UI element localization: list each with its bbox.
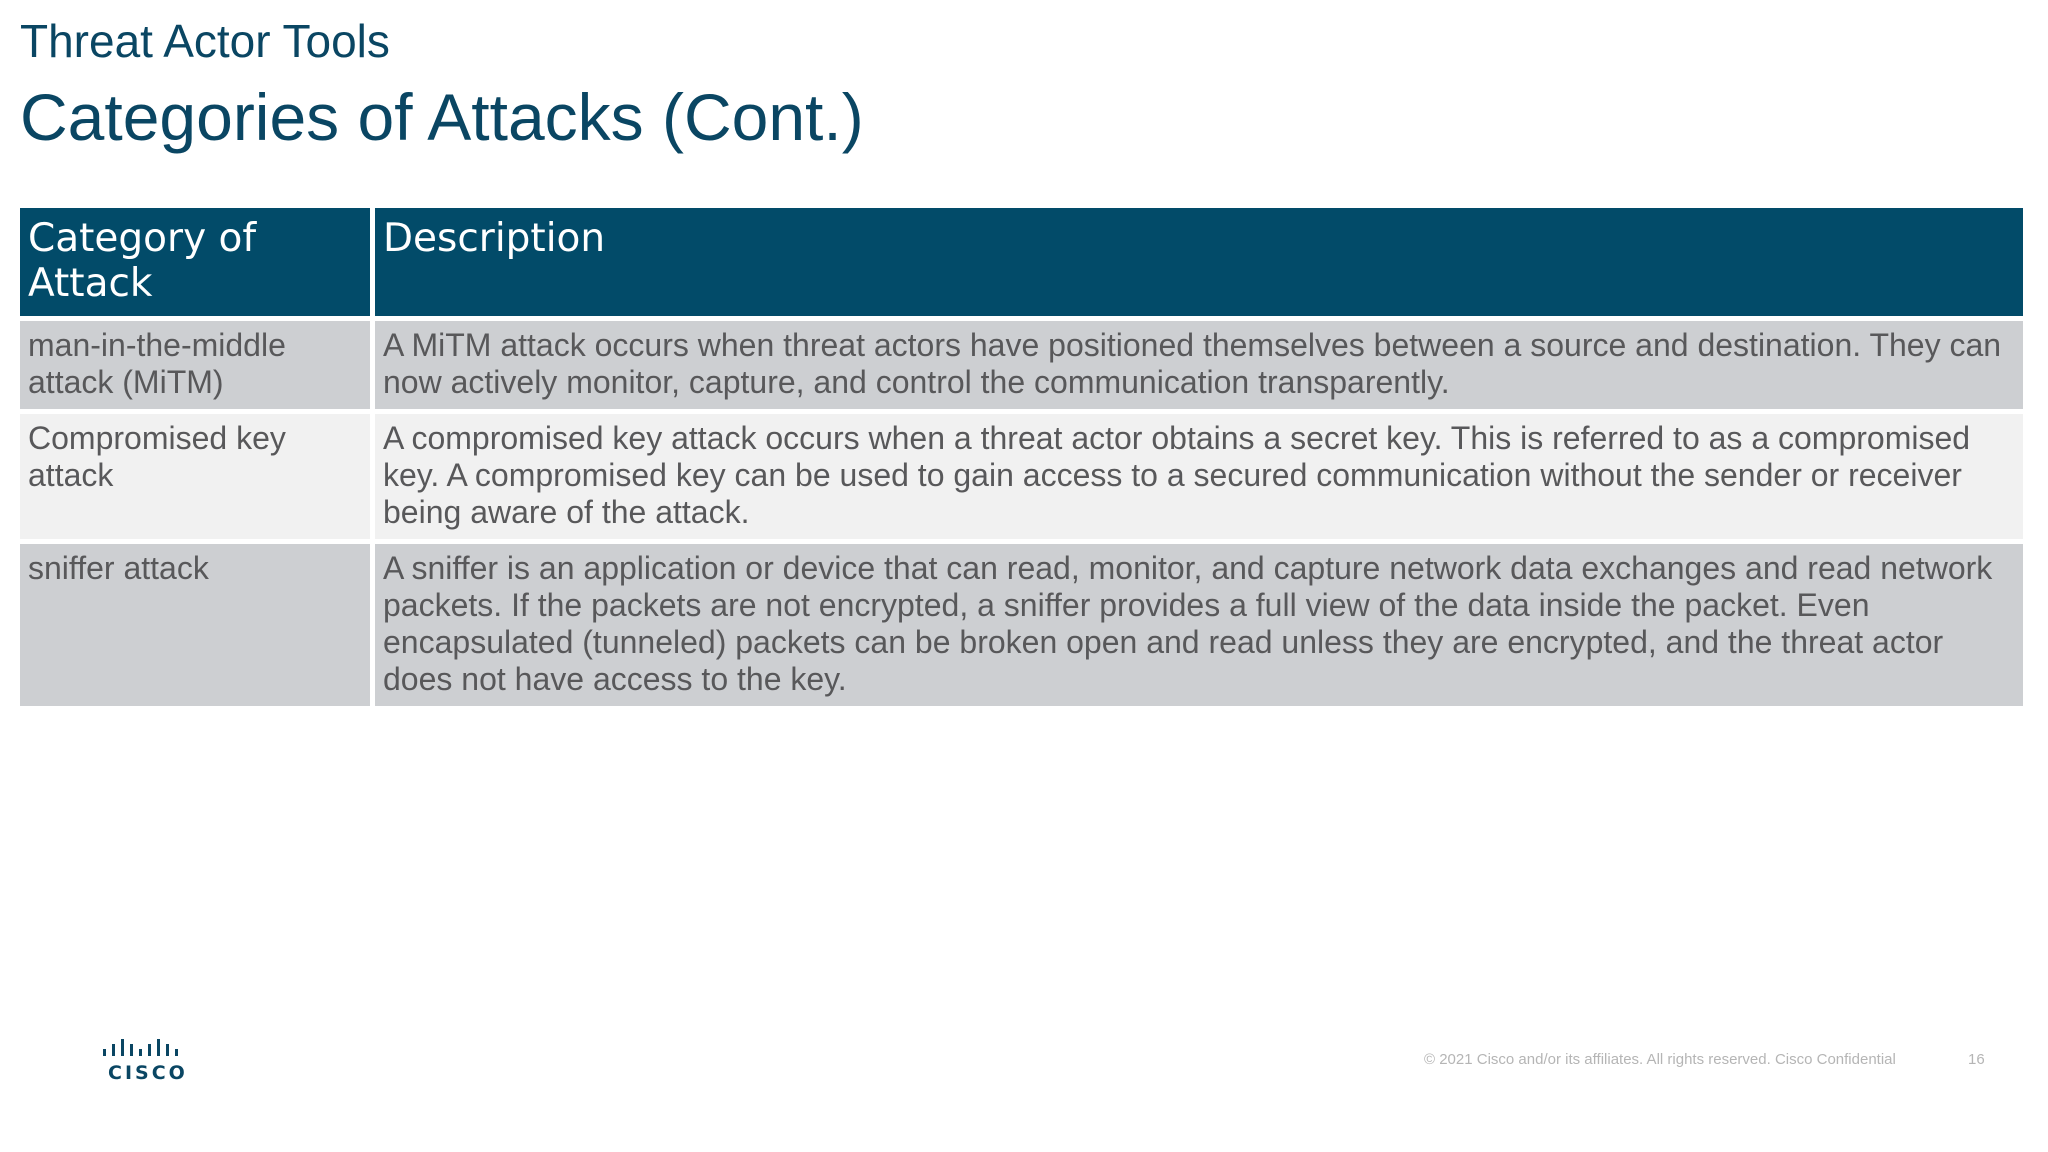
table-row — [20, 414, 2023, 539]
attack-categories-table — [15, 203, 2028, 711]
table-row — [20, 321, 2023, 409]
row-category: man-in-the-middle attack (MiTM) — [20, 321, 370, 409]
row-category: sniffer attack — [20, 544, 370, 706]
cisco-wordmark: CISCO — [108, 1062, 188, 1084]
row-description: A compromised key attack occurs when a threat actor obtains a secret key. This is referred to as a compromised key. A compromised key can be used to gain access to a secured communication without the sender or receiver being aware of the attack. — [375, 414, 2023, 539]
page-number: 16 — [1968, 1051, 1985, 1068]
section-title: Threat Actor Tools — [20, 15, 390, 67]
cisco-logo — [100, 1038, 190, 1088]
cisco-bars-icon — [100, 1038, 190, 1060]
slide-title: Categories of Attacks (Cont.) — [20, 80, 864, 154]
table-row — [20, 544, 2023, 706]
footer-copyright: © 2021 Cisco and/or its affiliates. All rights reserved. Cisco Confidential — [1424, 1051, 1896, 1068]
row-category: Compromised key attack — [20, 414, 370, 539]
column-header-category: Category of Attack — [20, 208, 370, 316]
column-header-description: Description — [375, 208, 2023, 316]
row-description: A sniffer is an application or device that can read, monitor, and capture network data exchanges and read network packets. If the packets are not encrypted, a sniffer provides a full view of the data inside the packet. Even encapsulated (tunneled) packets can be broken open and read unless they are encrypted, and the threat actor does not have access to the key. — [375, 544, 2023, 706]
table-header-row — [20, 208, 2023, 316]
row-description: A MiTM attack occurs when threat actors have positioned themselves between a source and destination. They can now actively monitor, capture, and control the communication transparently. — [375, 321, 2023, 409]
